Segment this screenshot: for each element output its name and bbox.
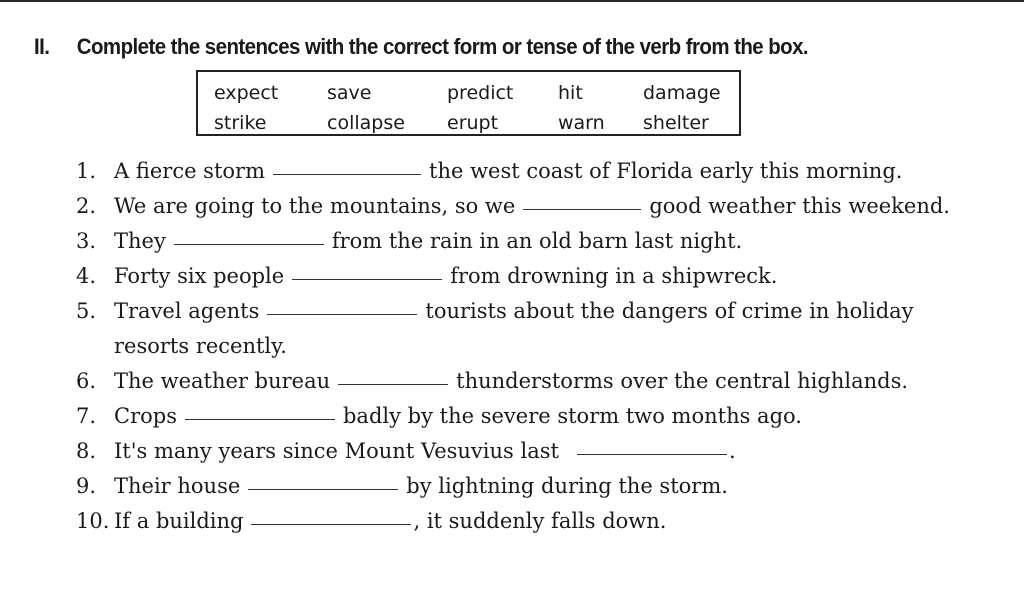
sentence-item xyxy=(76,259,950,294)
sentence-after-blank: by lightning during the storm. xyxy=(406,474,728,498)
answer-blank[interactable] xyxy=(185,418,335,420)
sentence-number: 9. xyxy=(76,474,97,498)
sentence-number: 8. xyxy=(76,439,97,463)
sentence-before-blank: Crops xyxy=(114,404,177,428)
sentence-before-blank: Travel agents xyxy=(114,299,260,323)
sentence-continuation: resorts recently. xyxy=(114,334,287,358)
answer-blank[interactable] xyxy=(338,383,448,385)
answer-blank[interactable] xyxy=(292,278,442,280)
answer-blank[interactable] xyxy=(267,313,417,315)
sentence-after-blank: good weather this weekend. xyxy=(649,194,950,218)
answer-blank[interactable] xyxy=(577,453,727,455)
sentence-before-blank: It's many years since Mount Vesuvius last xyxy=(114,439,559,463)
sentence-list xyxy=(76,154,950,539)
sentence-number: 7. xyxy=(76,404,97,428)
sentence-before-blank: A fierce storm xyxy=(114,159,265,183)
sentence-before-blank: Their house xyxy=(114,474,241,498)
sentence-after-blank: . xyxy=(728,439,736,463)
answer-blank[interactable] xyxy=(248,488,398,490)
word-box-word: strike xyxy=(214,112,267,134)
sentence-after-blank: tourists about the dangers of crime in holiday xyxy=(425,299,914,323)
sentence-number: 6. xyxy=(76,369,97,393)
answer-blank[interactable] xyxy=(273,173,421,175)
sentence-before-blank: We are going to the mountains, so we xyxy=(114,194,516,218)
sentence-item xyxy=(76,224,950,259)
verb-word-box xyxy=(196,70,741,136)
exercise-heading xyxy=(34,34,808,60)
sentence-before-blank: Forty six people xyxy=(114,264,285,288)
answer-blank[interactable] xyxy=(174,243,324,245)
answer-blank[interactable] xyxy=(251,523,411,525)
sentence-before-blank: If a building xyxy=(114,509,244,533)
sentence-item xyxy=(76,189,950,224)
sentence-after-blank: thunderstorms over the central highlands. xyxy=(456,369,909,393)
word-box-word: erupt xyxy=(447,112,499,134)
sentence-after-blank: from the rain in an old barn last night. xyxy=(331,229,743,253)
sentence-number: 4. xyxy=(76,264,97,288)
sentence-number: 1. xyxy=(76,159,97,183)
sentence-after-blank: the west coast of Florida early this morning. xyxy=(429,159,903,183)
sentence-after-blank: , it suddenly falls down. xyxy=(413,509,667,533)
word-box-word: predict xyxy=(447,82,514,104)
word-box-word: save xyxy=(327,82,372,104)
top-rule xyxy=(0,0,1024,2)
word-box-word: damage xyxy=(643,82,721,104)
sentence-after-blank: badly by the severe storm two months ago. xyxy=(342,404,802,428)
exercise-instructions: Complete the sentences with the correct form or tense of the verb from the box. xyxy=(76,34,809,59)
word-box-word: hit xyxy=(558,82,583,104)
sentence-item xyxy=(76,154,950,189)
word-box-word: warn xyxy=(558,112,605,134)
exercise-number: II. xyxy=(34,34,50,59)
sentence-number: 2. xyxy=(76,194,97,218)
word-box-word: collapse xyxy=(327,112,405,134)
sentence-before-blank: They xyxy=(114,229,166,253)
sentence-item xyxy=(76,294,950,364)
sentence-number: 5. xyxy=(76,299,97,323)
sentence-item xyxy=(76,399,950,434)
sentence-before-blank: The weather bureau xyxy=(114,369,331,393)
sentence-number: 3. xyxy=(76,229,97,253)
sentence-item xyxy=(76,504,950,539)
sentence-number: 10. xyxy=(76,509,110,533)
answer-blank[interactable] xyxy=(523,208,641,210)
sentence-item xyxy=(76,364,950,399)
word-box-word: expect xyxy=(214,82,279,104)
word-box-word: shelter xyxy=(643,112,709,134)
sentence-item xyxy=(76,469,950,504)
sentence-after-blank: from drowning in a shipwreck. xyxy=(450,264,778,288)
sentence-item xyxy=(76,434,950,469)
